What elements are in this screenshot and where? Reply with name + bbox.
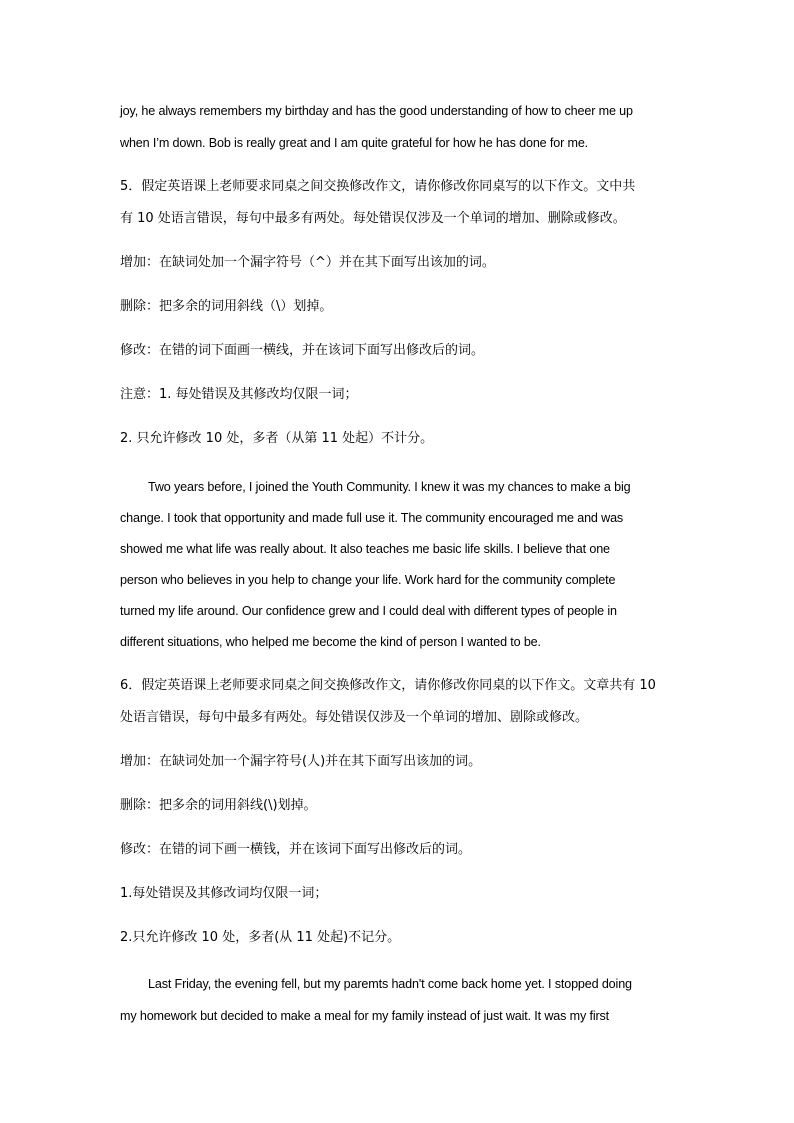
q6-note-1: 1.每处错误及其修改词均仅限一词； xyxy=(120,886,328,901)
q5-delete-rule: 删除：把多余的词用斜线（\）划掉。 xyxy=(120,299,333,314)
q5-add-rule: 增加：在缺词处加一个漏字符号（^）并在其下面写出该加的词。 xyxy=(120,255,495,270)
q6-instruction-line-2: 处语言错误，每句中最多有两处。每处错误仅涉及一个单词的增加、剧除或修改。 xyxy=(120,710,589,725)
q5-note-2: 2. 只允许修改 10 处，多者（从第 11 处起）不计分。 xyxy=(120,431,434,446)
q6-note-2: 2.只允许修改 10 处，多者(从 11 处起)不记分。 xyxy=(120,930,401,945)
q5-instruction-line-2: 有 10 处语言错误，每句中最多有两处。每处错误仅涉及一个单词的增加、删除或修改。 xyxy=(120,211,626,226)
q5-note-1: 注意：1. 每处错误及其修改均仅限一词； xyxy=(120,387,358,402)
q5-passage-line-2: change. I took that opportunity and made full use it. The community encouraged me and was xyxy=(120,511,624,525)
q6-passage-line-1: Last Friday, the evening fell, but my paremts hadn't come back home yet. I stopped doing xyxy=(148,977,632,991)
q6-add-rule: 增加：在缺词处加一个漏字符号(人)并在其下面写出该加的词。 xyxy=(120,754,482,769)
intro-line-2: when I’m down. Bob is really great and I am quite grateful for how he has done for me. xyxy=(120,136,589,150)
q5-modify-rule: 修改：在错的词下面画一横线，并在该词下面写出修改后的词。 xyxy=(120,343,485,358)
q5-passage-line-4: person who believes in you help to change your life. Work hard for the community complete xyxy=(120,573,616,587)
q6-instruction-line-1: 6．假定英语课上老师要求同桌之间交换修改作文，请你修改你同桌的以下作文。文章共有 10 xyxy=(120,678,656,693)
q6-delete-rule: 删除：把多余的词用斜线(\)划掉。 xyxy=(120,798,317,813)
q5-instruction-line-1: 5．假定英语课上老师要求同桌之间交换修改作文，请你修改你同桌写的以下作文。文中共 xyxy=(120,179,636,194)
q6-modify-rule: 修改：在错的词下画一横钱，并在该词下面写出修改后的词。 xyxy=(120,842,472,857)
intro-line-1: joy, he always remembers my birthday and has the good understanding of how to cheer me up xyxy=(120,104,633,118)
q5-passage-line-3: showed me what life was really about. It also teaches me basic life skills. I believe that one xyxy=(120,542,610,556)
q6-passage-line-2: my homework but decided to make a meal for my family instead of just wait. It was my first xyxy=(120,1009,610,1023)
q5-passage-line-1: Two years before, I joined the Youth Community. I knew it was my chances to make a big xyxy=(148,480,631,494)
q5-passage-line-6: different situations, who helped me become the kind of person I wanted to be. xyxy=(120,635,541,649)
q5-passage-line-5: turned my life around. Our confidence grew and I could deal with different types of people in xyxy=(120,604,617,618)
